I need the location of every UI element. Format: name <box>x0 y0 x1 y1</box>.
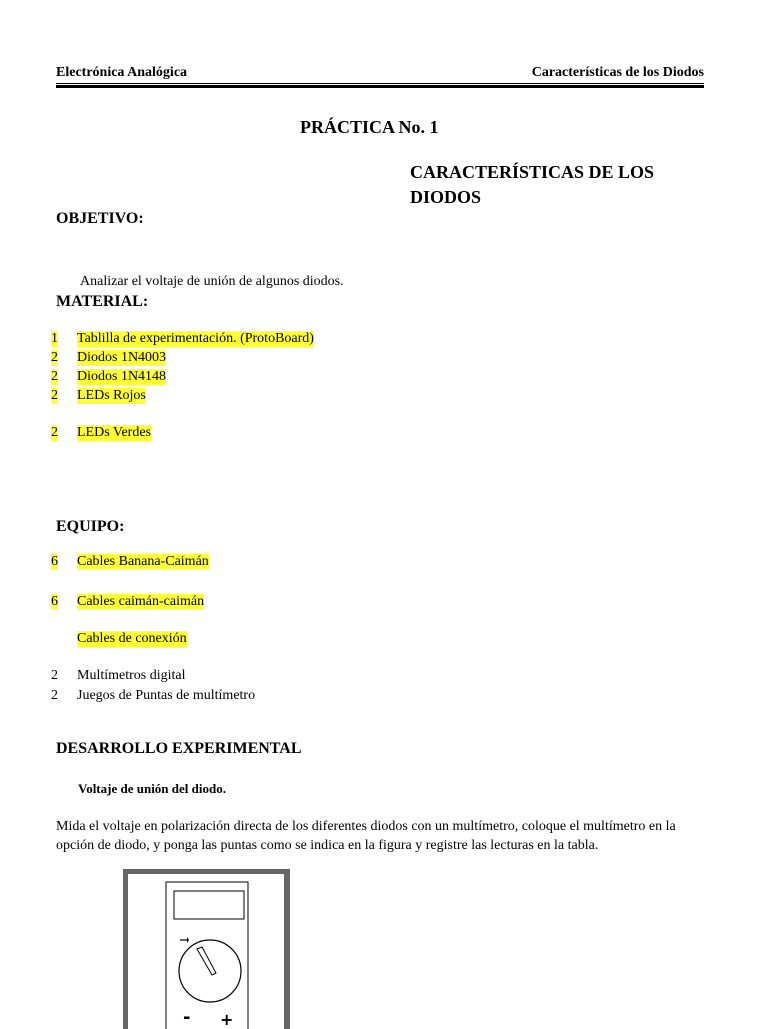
material-item: Diodos 1N4003 <box>77 350 167 365</box>
material-item: Diodos 1N4148 <box>77 369 167 384</box>
header-right-title: Características de los Diodos <box>531 65 704 80</box>
header-left-title: Electrónica Analógica <box>56 65 188 80</box>
material-item: Tablilla de experimentación. (ProtoBoard) <box>77 331 314 346</box>
multimeter-display <box>174 891 244 919</box>
equipment-item: Multímetros digital <box>77 668 186 683</box>
material-item: LEDs Rojos <box>77 388 146 403</box>
header-rule-thin <box>56 83 704 84</box>
material-qty: 2 <box>51 388 58 403</box>
equipment-heading: EQUIPO: <box>56 518 125 535</box>
plus-terminal-label: + <box>220 1010 234 1029</box>
equipment-item: Juegos de Puntas de multímetro <box>77 688 256 703</box>
development-subheading: Voltaje de unión del diodo. <box>78 781 226 796</box>
objective-heading: OBJETIVO: <box>56 210 144 227</box>
equipment-qty: 6 <box>51 554 58 569</box>
material-qty: 2 <box>51 350 58 365</box>
practice-title: PRÁCTICA No. 1 <box>300 117 439 137</box>
equipment-item: Cables Banana-Caimán <box>77 554 209 569</box>
material-heading: MATERIAL: <box>56 293 149 310</box>
header-rule-thick <box>56 85 704 88</box>
equipment-qty: 2 <box>51 688 58 703</box>
minus-terminal-label: - <box>183 1007 191 1028</box>
equipment-item: Cables de conexión <box>77 631 187 646</box>
development-paragraph: Mida el voltaje en polarización directa de los diferentes diodos con un multímetro, coloque el multímetro en la opción de diodo, y ponga las puntas como se indica en la figura y registre las lecturas en la tabla. <box>56 819 676 853</box>
objective-text: Analizar el voltaje de unión de algunos diodos. <box>80 274 344 289</box>
topic-title: CARACTERÍSTICAS DE LOS DIODOS <box>410 162 655 207</box>
material-item: LEDs Verdes <box>77 425 152 440</box>
equipment-qty: 6 <box>51 594 58 609</box>
multimeter-figure <box>123 869 291 1029</box>
material-qty: 2 <box>51 369 58 384</box>
material-qty: 1 <box>51 331 58 346</box>
equipment-item: Cables caimán-caimán <box>77 594 205 609</box>
material-qty: 2 <box>51 425 58 440</box>
equipment-qty: 2 <box>51 668 58 683</box>
development-heading: DESARROLLO EXPERIMENTAL <box>56 740 302 757</box>
